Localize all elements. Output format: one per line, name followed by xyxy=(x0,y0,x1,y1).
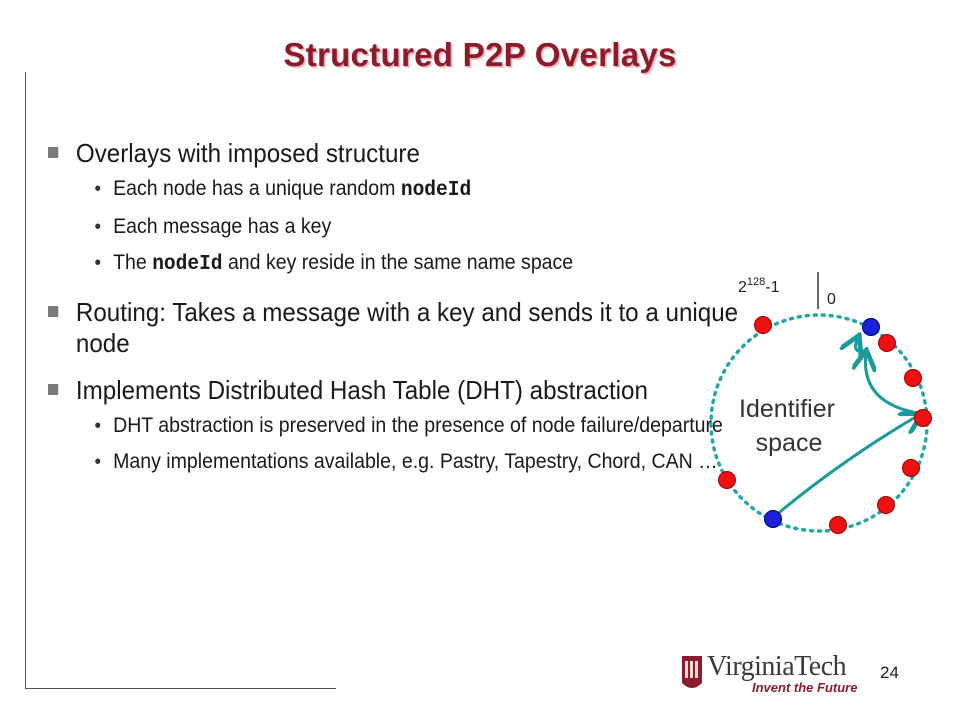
node-blue-destination xyxy=(863,319,880,336)
slide-title: Structured P2P Overlays xyxy=(283,36,677,73)
node-red xyxy=(903,460,920,477)
code-term: nodeId xyxy=(152,253,223,276)
identifier-ring-diagram xyxy=(700,265,940,555)
sub-bullet-namespace xyxy=(48,251,764,277)
logo-wordmark: VirginiaTech xyxy=(707,651,847,682)
left-rule xyxy=(25,72,26,688)
sub-bullet-nodeid xyxy=(48,177,764,203)
bullet-routing xyxy=(48,297,741,359)
node-red xyxy=(915,410,932,427)
identifier-space-label-line2: space xyxy=(755,429,823,457)
bullet-text: Routing: Takes a message with a key and sends it to a unique node xyxy=(75,297,739,358)
dot-bullet-icon: • xyxy=(94,252,102,274)
bullet-text: The xyxy=(113,251,153,274)
bullet-text: and key reside in the same name space xyxy=(222,251,574,274)
node-red xyxy=(719,472,736,489)
dot-bullet-icon: • xyxy=(94,178,102,200)
node-red xyxy=(755,317,772,334)
square-bullet-icon xyxy=(48,147,58,158)
bullet-text: Implements Distributed Hash Table (DHT) abstraction xyxy=(75,375,648,405)
bullet-text: Many implementations available, e.g. Pastry, Tapestry, Chord, CAN … xyxy=(113,450,718,473)
bullet-dht xyxy=(48,375,741,406)
node-red xyxy=(905,370,922,387)
page-number: 24 xyxy=(880,663,899,682)
route-arrow-3 xyxy=(855,338,867,351)
bullet-text: Overlays with imposed structure xyxy=(75,138,420,168)
bullet-overlays xyxy=(48,138,741,169)
identifier-space-label-line1: Identifier xyxy=(739,395,835,423)
node-red xyxy=(879,335,896,352)
bullet-text: Each node has a unique random xyxy=(113,177,401,200)
code-term: nodeId xyxy=(400,179,472,202)
bullet-text: DHT abstraction is preserved in the presence of node failure/departure xyxy=(113,414,723,437)
bullet-text: Each message has a key xyxy=(113,215,332,238)
square-bullet-icon xyxy=(48,306,58,317)
logo-tagline: Invent the Future xyxy=(752,680,858,695)
square-bullet-icon xyxy=(48,384,58,395)
sub-bullet-failure xyxy=(48,414,764,438)
bullet-list xyxy=(48,138,739,486)
node-red xyxy=(878,497,895,514)
max-id-label: $2^{128}-1$ xyxy=(738,276,780,296)
dot-bullet-icon: • xyxy=(94,415,102,437)
node-red xyxy=(830,517,847,534)
zero-label: 0 xyxy=(827,291,836,308)
dot-bullet-icon: • xyxy=(94,451,102,473)
dot-bullet-icon: • xyxy=(94,216,102,238)
bottom-rule xyxy=(25,688,336,689)
sub-bullet-key xyxy=(48,215,764,239)
node-blue-source xyxy=(765,511,782,528)
sub-bullet-implementations xyxy=(48,450,764,474)
